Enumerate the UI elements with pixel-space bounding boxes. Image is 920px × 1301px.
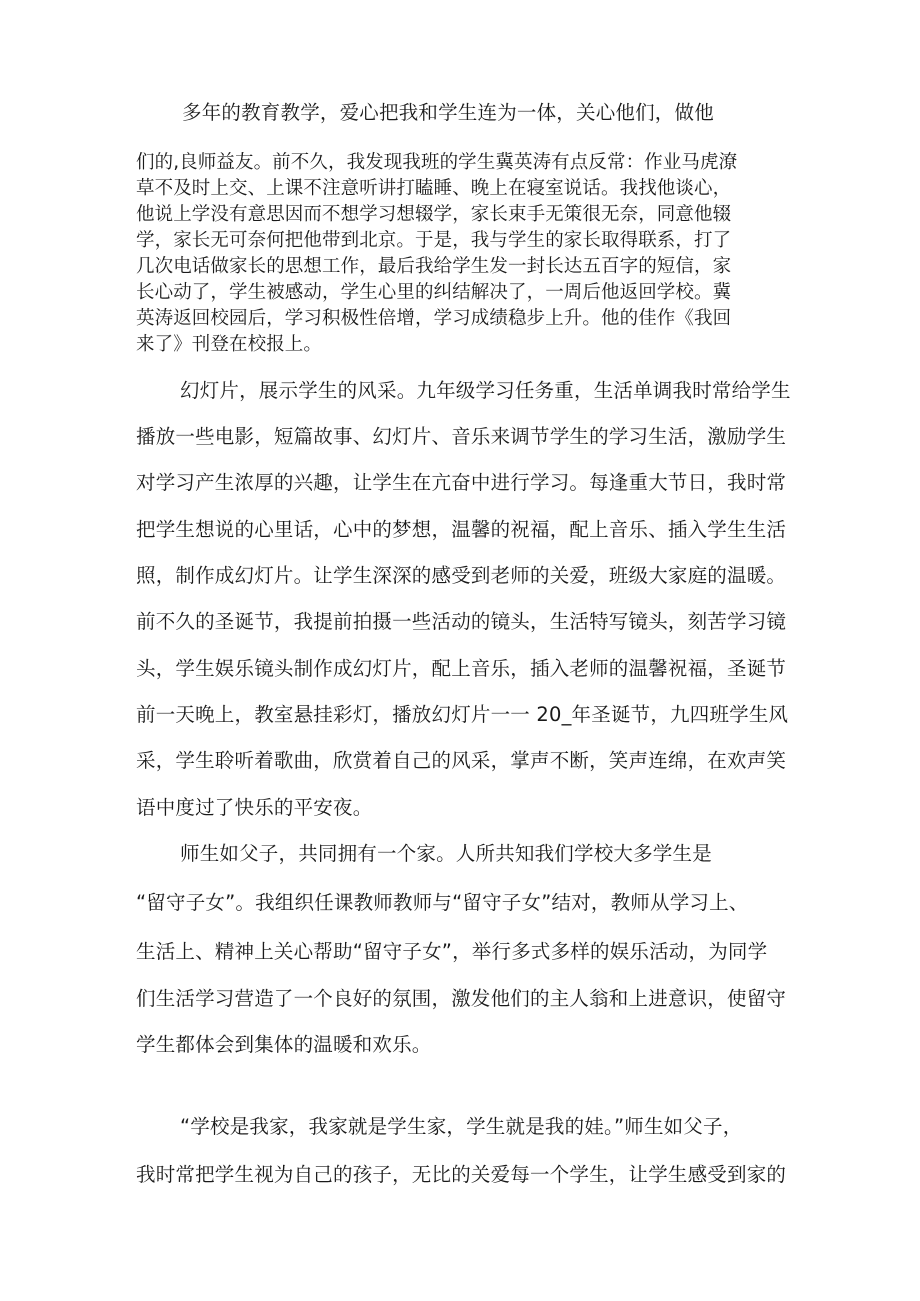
paragraph-3-line-2: “留守子女”。我组织任课教师教师与“留守子女”结对，教师从学习上、: [136, 891, 749, 914]
paragraph-2-line-9: 采，学生聆听着歌曲，欣赏着自己的风采，掌声不断，笑声连绵，在欢声笑: [136, 749, 787, 772]
paragraph-2-line-1: 幻灯片，展示学生的风采。九年级学习任务重，生活单调我时常给学生: [180, 379, 791, 402]
paragraph-2-line-7: 头，学生娱乐镜头制作成幻灯片，配上音乐，插入老师的温馨祝福，圣诞节: [136, 657, 787, 680]
paragraph-1-line-6: 几次电话做家长的思想工作，最后我给学生发一封长达五百字的短信，家: [136, 256, 732, 277]
paragraph-2-line-5: 照，制作成幻灯片。让学生深深的感受到老师的关爱，班级大家庭的温暖。: [136, 564, 787, 587]
paragraph-1-line-5: 学，家长无可奈何把他带到北京。于是，我与学生的家长取得联系，打了: [136, 230, 732, 251]
paragraph-1-line-8: 英涛返回校园后，学习积极性倍增，学习成绩稳步上升。他的佳作《我回: [136, 308, 732, 329]
paragraph-2-line-2: 播放一些电影，短篇故事、幻灯片、音乐来调节学生的学习生活，激励学生: [136, 425, 787, 448]
paragraph-2-line-6: 前不久的圣诞节，我提前拍摄一些活动的镜头，生活特写镜头，刻苦学习镜: [136, 610, 787, 633]
paragraph-2-line-4: 把学生想说的心里话，心中的梦想，温馨的祝福，配上音乐、插入学生生活: [136, 518, 787, 541]
paragraph-1-line-2: 们的,良师益友。前不久，我发现我班的学生冀英涛有点反常：作业马虎潦: [136, 152, 738, 173]
paragraph-3-line-3: 生活上、精神上关心帮助“留守子女”，举行多式多样的娱乐活动，为同学: [136, 940, 768, 963]
paragraph-3-line-4: 们生活学习营造了一个良好的氛围，激发他们的主人翁和上进意识，使留守: [136, 987, 787, 1010]
paragraph-1-line-4: 他说上学没有意思因而不想学习想辍学，家长束手无策很无奈，同意他辍: [136, 204, 732, 225]
paragraph-1-line-3: 草不及时上交、上课不注意听讲打瞌睡、晚上在寝室说话。我找他谈心，: [136, 178, 732, 199]
paragraph-1-line-1: 多年的教育教学，爱心把我和学生连为一体，关心他们，做他: [182, 101, 714, 124]
paragraph-3-line-5: 学生都体会到集体的温暖和欢乐。: [136, 1033, 432, 1056]
paragraph-2-line-3: 对学习产生浓厚的兴趣，让学生在亢奋中进行学习。每逢重大节日，我时常: [136, 471, 787, 494]
paragraph-2-line-10: 语中度过了快乐的平安夜。: [136, 796, 373, 819]
paragraph-2-line-8: 前一天晚上，教室悬挂彩灯，播放幻灯片一一 20_年圣诞节，九四班学生风: [136, 703, 789, 726]
paragraph-3-line-1: 师生如父子，共同拥有一个家。人所共知我们学校大多学生是: [180, 842, 712, 865]
paragraph-4-line-2: 我时常把学生视为自己的孩子，无比的关爱每一个学生，让学生感受到家的: [136, 1163, 787, 1186]
paragraph-4-line-1: “学校是我家，我家就是学生家，学生就是我的娃。”师生如父子，: [180, 1115, 743, 1138]
paragraph-1-line-9: 来了》刊登在校报上。: [136, 334, 323, 355]
paragraph-1-line-7: 长心动了，学生被感动，学生心里的纠结解决了，一周后他返回学校。冀: [136, 282, 732, 303]
